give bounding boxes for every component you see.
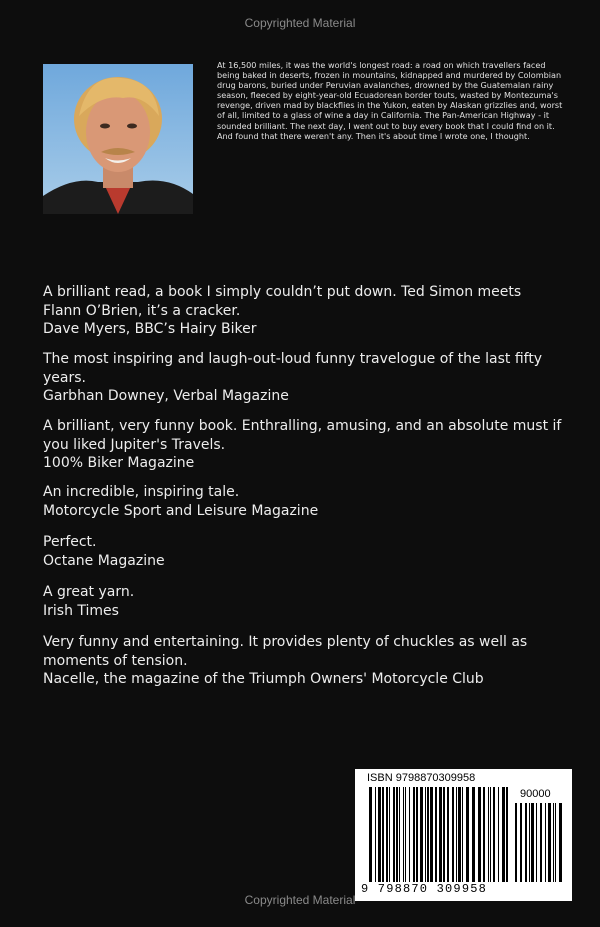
review-quote: A brilliant read, a book I simply couldn’t put down. Ted Simon meets Flann O’Brien, it’s a cracker.: [43, 284, 522, 319]
barcode-digits: 9 798870 309958: [361, 882, 488, 896]
review-quote: Perfect.: [43, 534, 97, 550]
review: [43, 583, 134, 620]
review-source: 100% Biker Magazine: [43, 455, 195, 471]
isbn-barcode: [355, 769, 572, 901]
copyright-watermark-bottom: Copyrighted Material: [244, 893, 356, 907]
review-quote: Very funny and entertaining. It provides plenty of chuckles as well as moments of tension.: [43, 634, 528, 669]
copyright-watermark-top: Copyrighted Material: [244, 16, 356, 30]
author-photo: [43, 64, 193, 214]
review-quote: A brilliant, very funny book. Enthralling, amusing, and an absolute must if you liked Jupiter's Travels.: [43, 418, 562, 453]
barcode-addon-bars: [515, 803, 563, 882]
review: [43, 350, 563, 406]
barcode-addon-digits: 90000: [520, 788, 551, 800]
review-quote: An incredible, inspiring tale.: [43, 484, 240, 500]
review-quote: The most inspiring and laugh-out-loud funny travelogue of the last fifty years.: [43, 351, 543, 386]
review: [43, 283, 563, 339]
isbn-label: ISBN 9798870309958: [367, 772, 476, 784]
review-source: Nacelle, the magazine of the Triumph Owners' Motorcycle Club: [43, 671, 484, 687]
review-source: Octane Magazine: [43, 552, 165, 569]
review: [43, 483, 318, 520]
author-portrait-icon: [43, 64, 193, 214]
review: [43, 633, 563, 689]
review-source: Dave Myers, BBC’s Hairy Biker: [43, 321, 257, 337]
review-quote: A great yarn.: [43, 584, 135, 600]
review: [43, 533, 165, 570]
review-source: Garbhan Downey, Verbal Magazine: [43, 388, 289, 404]
barcode-bars: [369, 787, 509, 882]
book-blurb: At 16,500 miles, it was the world's longest road: a road on which travellers faced being baked in deserts, frozen in mountains, kidnapped and murdered by Colombian drug barons, buried under Peruvian avalanches, drowned by the Guatemalan rainy season, fleeced by eight-year-old Ecuadorean border touts, wasted by Montezuma's revenge, driven mad by blackflies in the Yukon, eaten by Alaskan grizzlies and, worst of all, limited to a glass of wine a day in California. The Pan-American Highway - it sounded brilliant. The next day, I went out to buy every book that I could find on it. And found that there weren't any. Then it's about time I wrote one, I thought.: [217, 60, 563, 141]
review-source: Irish Times: [43, 602, 119, 619]
review-source: Motorcycle Sport and Leisure Magazine: [43, 502, 319, 519]
review: [43, 417, 563, 473]
